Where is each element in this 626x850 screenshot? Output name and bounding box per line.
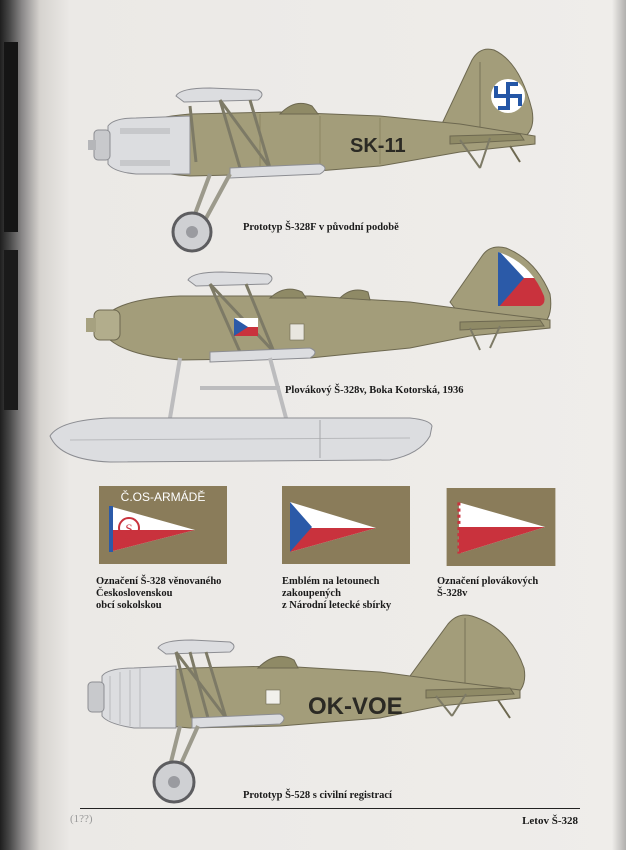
running-footer-title: Letov Š-328 [522, 815, 578, 827]
caption-emblem-3: Označení plovákových Š-328v [437, 576, 539, 599]
emblem-float-plane [437, 488, 565, 566]
registration-label: SK-11 [350, 135, 406, 157]
caption-aircraft-1: Prototyp Š-328F v původní podobě [243, 222, 399, 233]
caption-emblem-1: Označení Š-328 věnovaného Československou obcí sokolskou [96, 576, 222, 611]
caption-aircraft-3: Prototyp Š-528 s civilní registrací [243, 790, 392, 801]
czechoslovak-roundel-icon [234, 318, 258, 336]
finnish-roundel-icon [491, 79, 525, 113]
emblem-national-collection [282, 486, 410, 564]
registration-label: OK-VOE [308, 693, 403, 720]
binding-shadow [4, 250, 18, 410]
footer-rule [80, 808, 580, 809]
svg-text:S: S [125, 521, 133, 536]
emblem-banner-text: Č.OS-ARMÁDĚ [120, 490, 206, 504]
caption-aircraft-2: Plovákový Š-328v, Boka Kotorská, 1936 [285, 385, 464, 396]
page-number: (1??) [70, 813, 93, 825]
emblem-sokol-banner [99, 486, 227, 564]
aircraft-illustration-s528 [80, 606, 540, 806]
aircraft-illustration-s328v [50, 240, 570, 480]
caption-emblem-2: Emblém na letounech zakoupených z Národní letecké sbírky [282, 576, 392, 611]
binding-shadow [4, 42, 18, 232]
